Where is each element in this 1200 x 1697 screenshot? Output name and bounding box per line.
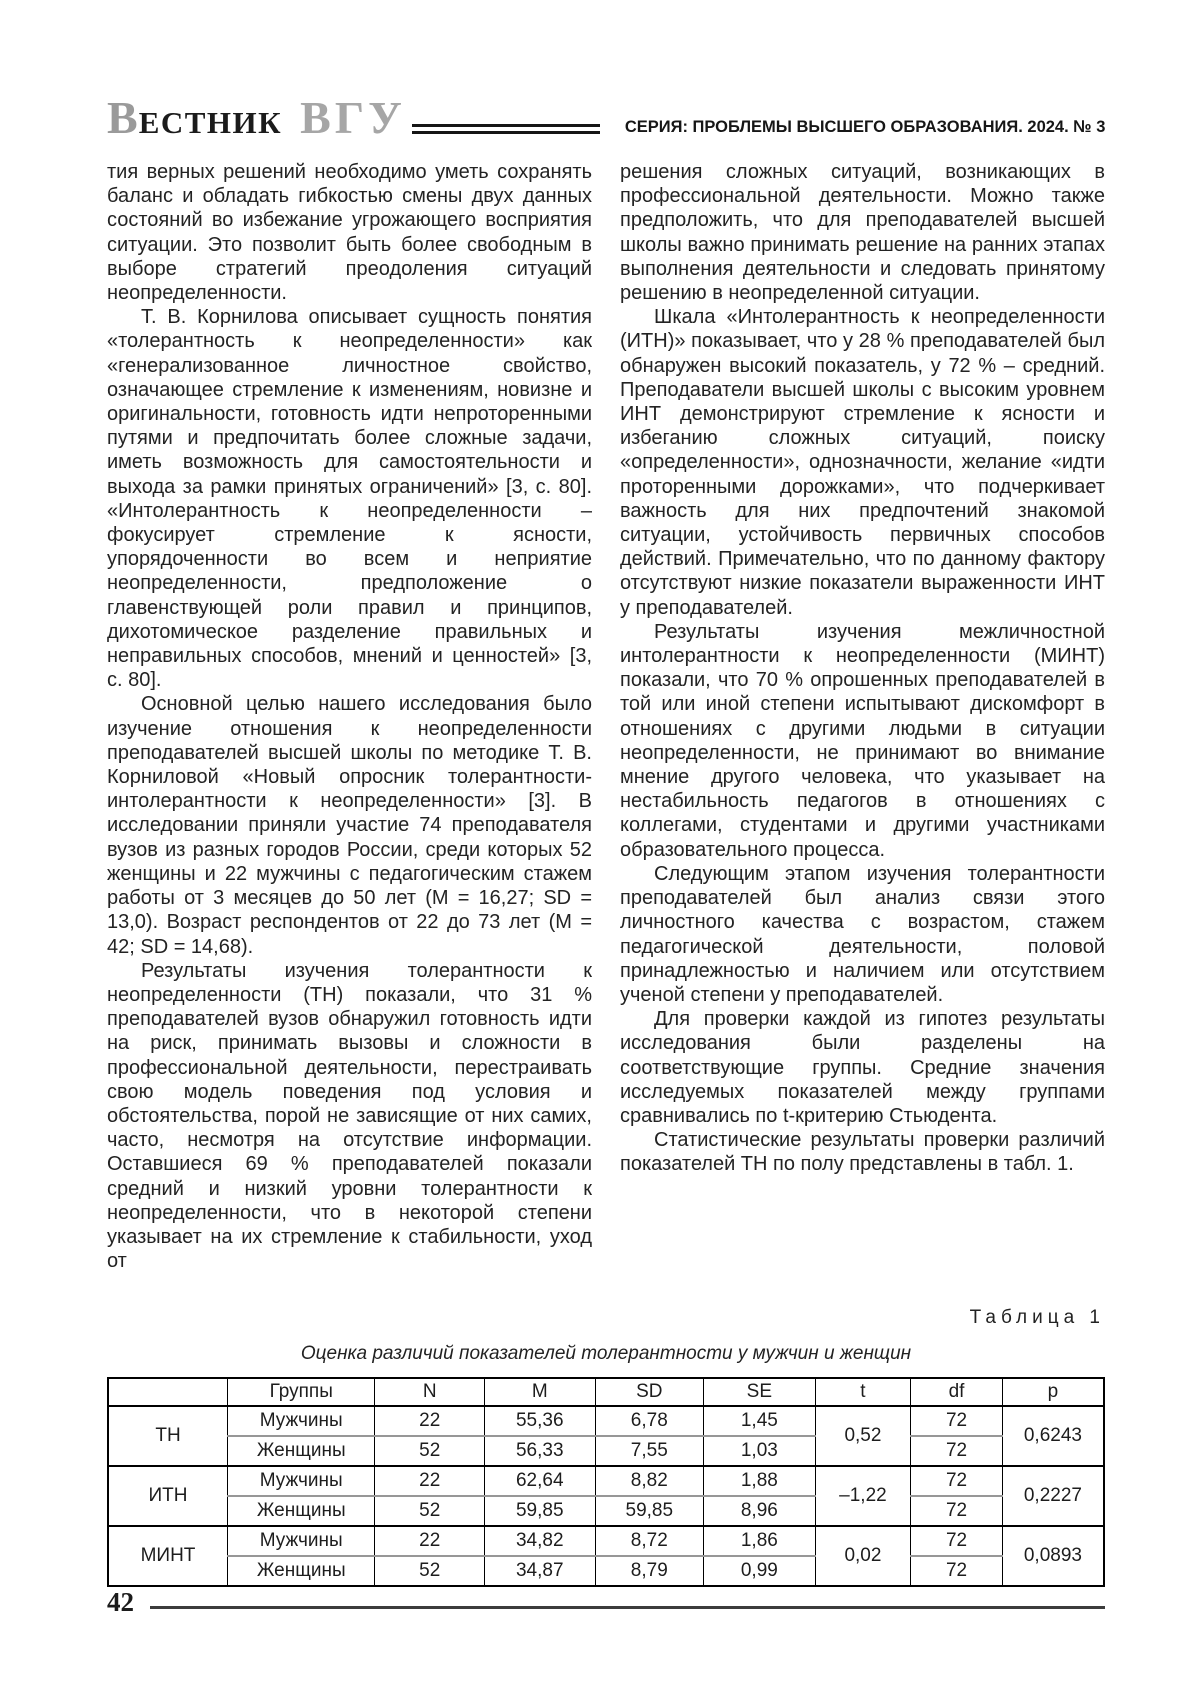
n-cell: 22 [375,1526,485,1556]
sd-cell: 6,78 [595,1406,704,1436]
group-cell: Женщины [228,1496,375,1526]
group-cell: Женщины [228,1436,375,1466]
t-cell: –1,22 [815,1466,911,1526]
group-cell: Женщины [228,1556,375,1586]
logo-word: ЕСТНИК [138,105,283,140]
paragraph: тия верных решений необходимо уметь сохранять баланс и обладать гибкостью смены двух данных состояний во избежание угрожающего восприятия ситуации. Это позволит быть более свободным в выборе стратегий преодоления ситуаций неопределенности. [107,161,592,305]
header-double-rule [412,124,600,134]
paragraph: Шкала «Интолерантность к неопределенности (ИТН)» показывает, что у 28 % преподавателей был обнаружен высокий показатель, у 72 % – средний. Преподаватели высшей школы с высоким уровнем ИНТ демонстрируют стремление к ясности и избеганию сложных ситуаций, поиску «определенности», однозначности, желание «идти проторенными дорожками», что подчеркивает важность для них предпочтений знакомой ситуации, устойчивость первичных способов действий. Примечательно, что по данному фактору отсутствуют низкие показатели выраженности ИНТ у преподавателей. [620,306,1105,619]
m-cell: 62,64 [484,1466,595,1496]
df-cell: 72 [911,1496,1003,1526]
table-row [108,1526,1104,1556]
group-cell: Мужчины [228,1526,375,1556]
header-cell-p: p [1002,1378,1104,1406]
table-row [108,1496,1104,1526]
se-cell: 8,96 [704,1496,816,1526]
paragraph: Для проверки каждой из гипотез результаты исследования были разделены на соответствующие группы. Средние значения исследуемых показателей между группами сравнивались по t-критерию Стьюдента. [620,1008,1105,1127]
scale-label: МИНТ [108,1526,228,1586]
scale-label: ТН [108,1406,228,1466]
n-cell: 52 [375,1496,485,1526]
se-cell: 1,88 [704,1466,816,1496]
t-cell: 0,52 [815,1406,911,1466]
logo-initial-letter: В [107,92,139,143]
table-row [108,1466,1104,1496]
df-cell: 72 [911,1466,1003,1496]
p-cell: 0,2227 [1002,1466,1104,1526]
group-cell: Мужчины [228,1466,375,1496]
n-cell: 52 [375,1556,485,1586]
article-body [107,160,1105,1273]
table-row [108,1556,1104,1586]
m-cell: 55,36 [484,1406,595,1436]
paragraph: Результаты изучения межличностной интолерантности к неопределенности (МИНТ) показали, что 70 % опрошенных преподавателей в той или иной степени испытывают дискомфорт в отношениях с другими людьми в ситуации неопределенности, не принимают во внимание мнение другого человека, что указывает на нестабильность педагогов в отношениях с коллегами, студентами и другими участниками образовательного процесса. [620,620,1105,861]
group-cell: Мужчины [228,1406,375,1436]
table-section [107,1273,1105,1587]
df-cell: 72 [911,1436,1003,1466]
sd-cell: 8,82 [595,1466,704,1496]
t-cell: 0,02 [815,1526,911,1586]
header-cell-df: df [911,1378,1003,1406]
paragraph: Результаты изучения толерантности к неопределенности (ТН) показали, что 31 % преподавателей вузов обнаружил готовность идти на риск, принимать вызовы и сложности в профессиональной деятельности, перестраивать свою модель поведения под условия и обстоятельства, порой не зависящие от них самих, часто, несмотря на отсутствие информации. Оставшиеся 69 % преподавателей показали средний и низкий уровни толерантности к неопределенности, что в некоторой степени указывает на их стремление к стабильности, уход от [107,959,592,1273]
header-cell-se: SE [704,1378,816,1406]
n-cell: 52 [375,1436,485,1466]
logo-abbreviation: ВГУ [300,92,406,143]
se-cell: 1,86 [704,1526,816,1556]
header-cell-m: M [484,1378,595,1406]
m-cell: 34,87 [484,1556,595,1586]
paragraph: Основной целью нашего исследования было изучение отношения к неопределенности преподавателей высшей школы по методике Т. В. Корниловой «Новый опросник толерантности-интолерантности к неопределенности» [3]. В исследовании приняли участие 74 преподавателя вузов из разных городов России, среди которых 52 женщины и 22 мужчины с педагогическим стажем работы от 3 месяцев до 50 лет (M = 16,27; SD = 13,0). Возраст респондентов от 22 до 73 лет (M = 42; SD = 14,68). [107,693,592,958]
sd-cell: 8,72 [595,1526,704,1556]
se-cell: 1,03 [704,1436,816,1466]
paragraph: Следующим этапом изучения толерантности преподавателей был анализ связи этого личностного качества с возрастом, стажем педагогической деятельности, половой принадлежностью и наличием или отсутствием ученой степени у преподавателей. [620,862,1105,1006]
se-cell: 0,99 [704,1556,816,1586]
table-row [108,1436,1104,1466]
table-number-label: Таблица 1 [969,1307,1105,1329]
journal-logo [107,92,406,143]
m-cell: 56,33 [484,1436,595,1466]
p-cell: 0,6243 [1002,1406,1104,1466]
scale-label: ИТН [108,1466,228,1526]
table-header-row [108,1378,1104,1406]
header-cell-t: t [815,1378,911,1406]
sd-cell: 8,79 [595,1556,704,1586]
paragraph: решения сложных ситуаций, возникающих в профессиональной деятельности. Можно также предположить, что для преподавателей высшей школы важно принимать решение на ранних этапах выполнения деятельности и следовать принятому решению в неопределенной ситуации. [620,161,1105,305]
df-cell: 72 [911,1526,1003,1556]
series-title: СЕРИЯ: ПРОБЛЕМЫ ВЫСШЕГО ОБРАЗОВАНИЯ. 2024. № 3 [624,117,1105,136]
m-cell: 59,85 [484,1496,595,1526]
table-row [108,1406,1104,1436]
se-cell: 1,45 [704,1406,816,1436]
page-header [107,92,1105,143]
p-cell: 0,0893 [1002,1526,1104,1586]
results-table [107,1377,1105,1587]
paragraph: Статистические результаты проверки различий показателей ТН по полу представлены в табл. 1. [620,1129,1105,1176]
table-caption: Оценка различий показателей толерантности у мужчин и женщин [300,1343,912,1365]
n-cell: 22 [375,1406,485,1436]
page-footer [107,1587,1105,1618]
df-cell: 72 [911,1556,1003,1586]
page-number: 42 [107,1587,134,1618]
sd-cell: 7,55 [595,1436,704,1466]
text-column-left [107,160,592,1273]
df-cell: 72 [911,1406,1003,1436]
m-cell: 34,82 [484,1526,595,1556]
text-column-right [620,160,1105,1273]
header-cell-group: Группы [228,1378,375,1406]
paragraph: Т. В. Корнилова описывает сущность понятия «толерантность к неопределенности» как «генерализованное личностное свойство, означающее стремление к изменениям, новизне и оригинальности, готовность идти непроторенными путями и предпочитать более сложные задачи, иметь возможность для самостоятельности и выхода за рамки принятых ограничений» [3, с. 80]. «Интолерантность к неопределенности – фокусирует стремление к ясности, упорядоченности во всем и неприятие неопределенности, предположение о главенствующей роли правил и принципов, дихотомическое разделение правильных и неправильных способов, мнений и ценностей» [3, с. 80]. [107,306,592,692]
header-cell-blank [108,1378,228,1406]
n-cell: 22 [375,1466,485,1496]
header-cell-n: N [375,1378,485,1406]
sd-cell: 59,85 [595,1496,704,1526]
header-cell-sd: SD [595,1378,704,1406]
footer-rule [150,1606,1105,1609]
